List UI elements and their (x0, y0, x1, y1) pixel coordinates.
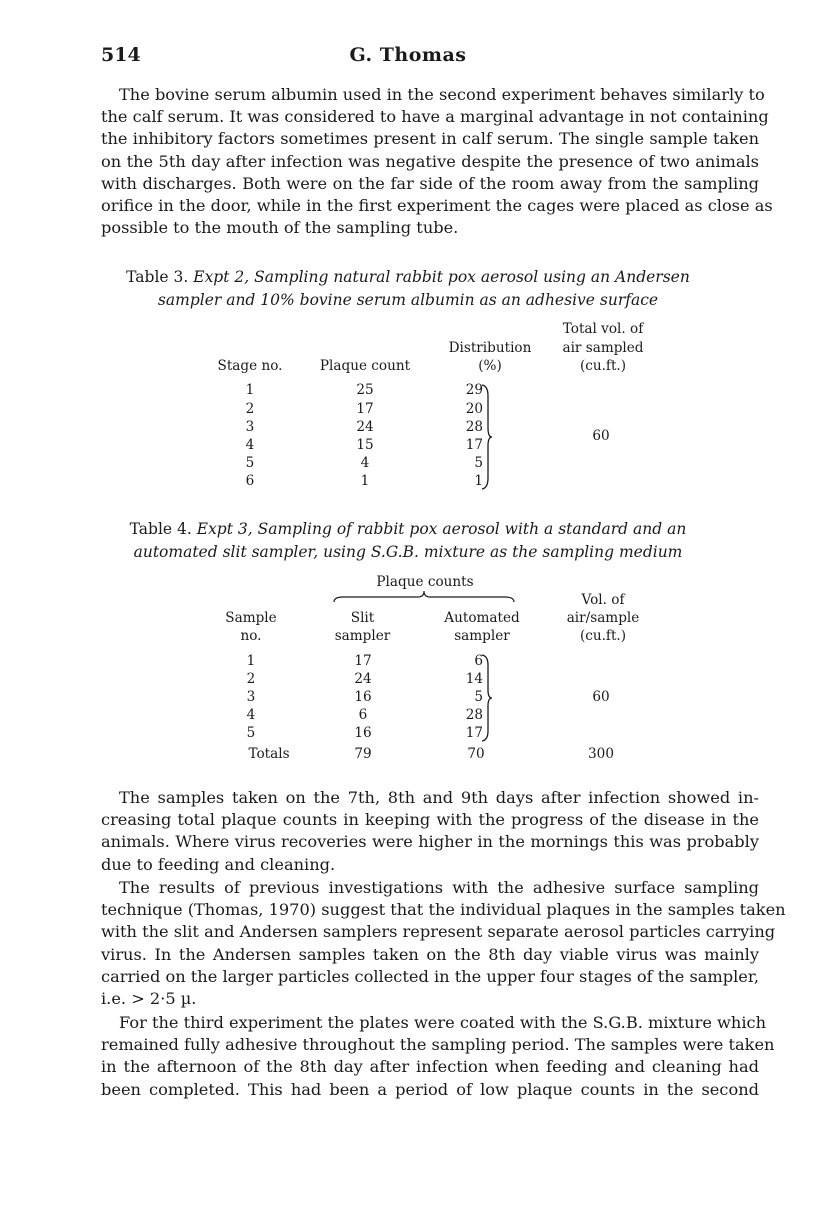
table-3-dist: 29 (465, 382, 483, 398)
table-4-auto: 14 (465, 671, 483, 687)
text-line: the inhibitory factors sometimes present in calf serum. The single sample taken (101, 129, 759, 149)
table-4-slit: 16 (354, 689, 372, 705)
table-4-auto: 28 (465, 707, 483, 723)
table-4-slit: 17 (354, 653, 372, 669)
table-4-header-sample-1: Sample (225, 610, 277, 626)
table-4-header-slit-1: Slit (350, 610, 375, 626)
paragraph-2 (101, 787, 759, 876)
table-4-volume: 60 (592, 689, 610, 705)
text-line: the calf serum. It was considered to have a marginal advantage in not containing (101, 107, 769, 127)
text-line: technique (Thomas, 1970) suggest that the individual plaques in the samples taken (101, 900, 786, 920)
text-line: The results of previous investigations with the adhesive surface sampling (119, 878, 759, 897)
table-4-auto: 6 (474, 653, 483, 669)
table-3-plaque: 15 (356, 437, 374, 453)
paragraph-3 (101, 877, 786, 1010)
text-line: The samples taken on the 7th, 8th and 9th days after infection showed in- (119, 788, 759, 807)
table-3-stage: 6 (245, 473, 255, 489)
table-4-slit: 6 (358, 707, 368, 723)
table-3-plaque: 24 (356, 419, 374, 435)
table-3-dist: 17 (465, 437, 483, 453)
table-4-totals-slit: 79 (354, 746, 372, 762)
text-line: due to feeding and cleaning. (101, 854, 336, 874)
text-line: in the afternoon of the 8th day after infection when feeding and cleaning had (101, 1057, 759, 1077)
table-4-totals-auto: 70 (467, 746, 485, 762)
text-line: orifice in the door, while in the first experiment the cages were placed as close as (101, 195, 773, 215)
table-4-title: Expt 3, Sampling of rabbit pox aerosol with a standard and an (196, 520, 687, 538)
table-4-sample: 4 (246, 707, 256, 723)
table-4-header-vol-1: Vol. of (581, 592, 625, 608)
table-3-dist: 28 (465, 419, 483, 435)
table-3-stage: 4 (245, 437, 255, 453)
text-line: creasing total plaque counts in keeping with the progress of the disease in the (101, 810, 759, 830)
table-3-stage: 3 (245, 419, 255, 435)
table-4-totals-label: Totals (248, 746, 290, 762)
table-3-dist: 20 (465, 401, 483, 417)
table-3-header-plaque: Plaque count (319, 358, 411, 374)
table-3-stage: 2 (245, 401, 255, 417)
text-line: carried on the larger particles collected in the upper four stages of the sampler, (101, 966, 759, 986)
text-line: on the 5th day after infection was negative despite the presence of two animals (101, 151, 759, 171)
table-3-header-total-2: air sampled (562, 340, 644, 356)
table-4-header-sample-2: no. (240, 628, 262, 644)
text-line: animals. Where virus recoveries were higher in the mornings this was probably (101, 832, 759, 852)
table-4-sample: 1 (246, 653, 256, 669)
table-3-header-dist-2: (%) (478, 358, 502, 374)
table-3-header-total-1: Total vol. of (562, 321, 644, 337)
running-header-author: G. Thomas (349, 44, 467, 66)
table-4-header-plaque-counts: Plaque counts (376, 574, 474, 590)
table-4-header-vol-2: air/sample (566, 610, 640, 626)
page-number: 514 (101, 44, 141, 66)
table-3-header-stage: Stage no. (217, 358, 283, 374)
table-3-plaque: 17 (356, 401, 374, 417)
table-4-auto: 17 (465, 725, 483, 741)
text-line: The bovine serum albumin used in the second experiment behaves similarly to (119, 85, 765, 104)
text-line: been completed. This had been a period of low plaque counts in the second (101, 1079, 759, 1099)
text-line: virus. In the Andersen samples taken on the 8th day viable virus was mainly (101, 944, 759, 964)
table-4-grouping-brace (480, 654, 494, 742)
text-line: remained fully adhesive throughout the sampling period. The samples were taken (101, 1035, 775, 1055)
text-line: For the third experiment the plates were coated with the S.G.B. mixture which (119, 1013, 767, 1032)
table-4-label: Table 4. (129, 520, 192, 538)
table-3-stage: 5 (245, 455, 255, 471)
table-4-header-slit-2: sampler (334, 628, 391, 644)
text-line: i.e. > 2·5 µ. (101, 988, 197, 1008)
table-4-sample: 5 (246, 725, 256, 741)
text-line: possible to the mouth of the sampling tube. (101, 218, 459, 238)
table-3-title-cont: sampler and 10% bovine serum albumin as an adhesive surface (157, 291, 659, 309)
table-4-slit: 24 (354, 671, 372, 687)
table-3-header-total-3: (cu.ft.) (579, 358, 627, 374)
text-line: with discharges. Both were on the far side of the room away from the sampling (101, 173, 759, 193)
table-4-auto: 5 (474, 689, 483, 705)
table-4-sample: 3 (246, 689, 256, 705)
table-3-dist: 5 (474, 455, 483, 471)
table-3-total-volume: 60 (592, 428, 610, 444)
table-3-plaque: 25 (356, 382, 374, 398)
table-4-slit: 16 (354, 725, 372, 741)
table-3-label: Table 3. (126, 268, 189, 286)
table-4-title-cont: automated slit sampler, using S.G.B. mixture as the sampling medium (133, 543, 683, 561)
table-3-plaque: 1 (360, 473, 370, 489)
table-4-header-auto-1: Automated (444, 610, 520, 626)
table-3-header-dist-1: Distribution (448, 340, 532, 356)
table-4-totals-volume: 300 (588, 746, 614, 762)
table-3-title: Expt 2, Sampling natural rabbit pox aerosol using an Andersen (193, 268, 690, 286)
paragraph-4 (101, 1012, 775, 1101)
table-3-dist: 1 (474, 473, 483, 489)
table-4-header-vol-3: (cu.ft.) (579, 628, 627, 644)
table-3-stage: 1 (245, 382, 255, 398)
table-4-header-auto-2: sampler (454, 628, 510, 644)
text-line: with the slit and Andersen samplers represent separate aerosol particles carrying (101, 922, 776, 942)
table-4-header-brace (333, 590, 515, 604)
table-4-sample: 2 (246, 671, 256, 687)
table-3-plaque: 4 (360, 455, 370, 471)
